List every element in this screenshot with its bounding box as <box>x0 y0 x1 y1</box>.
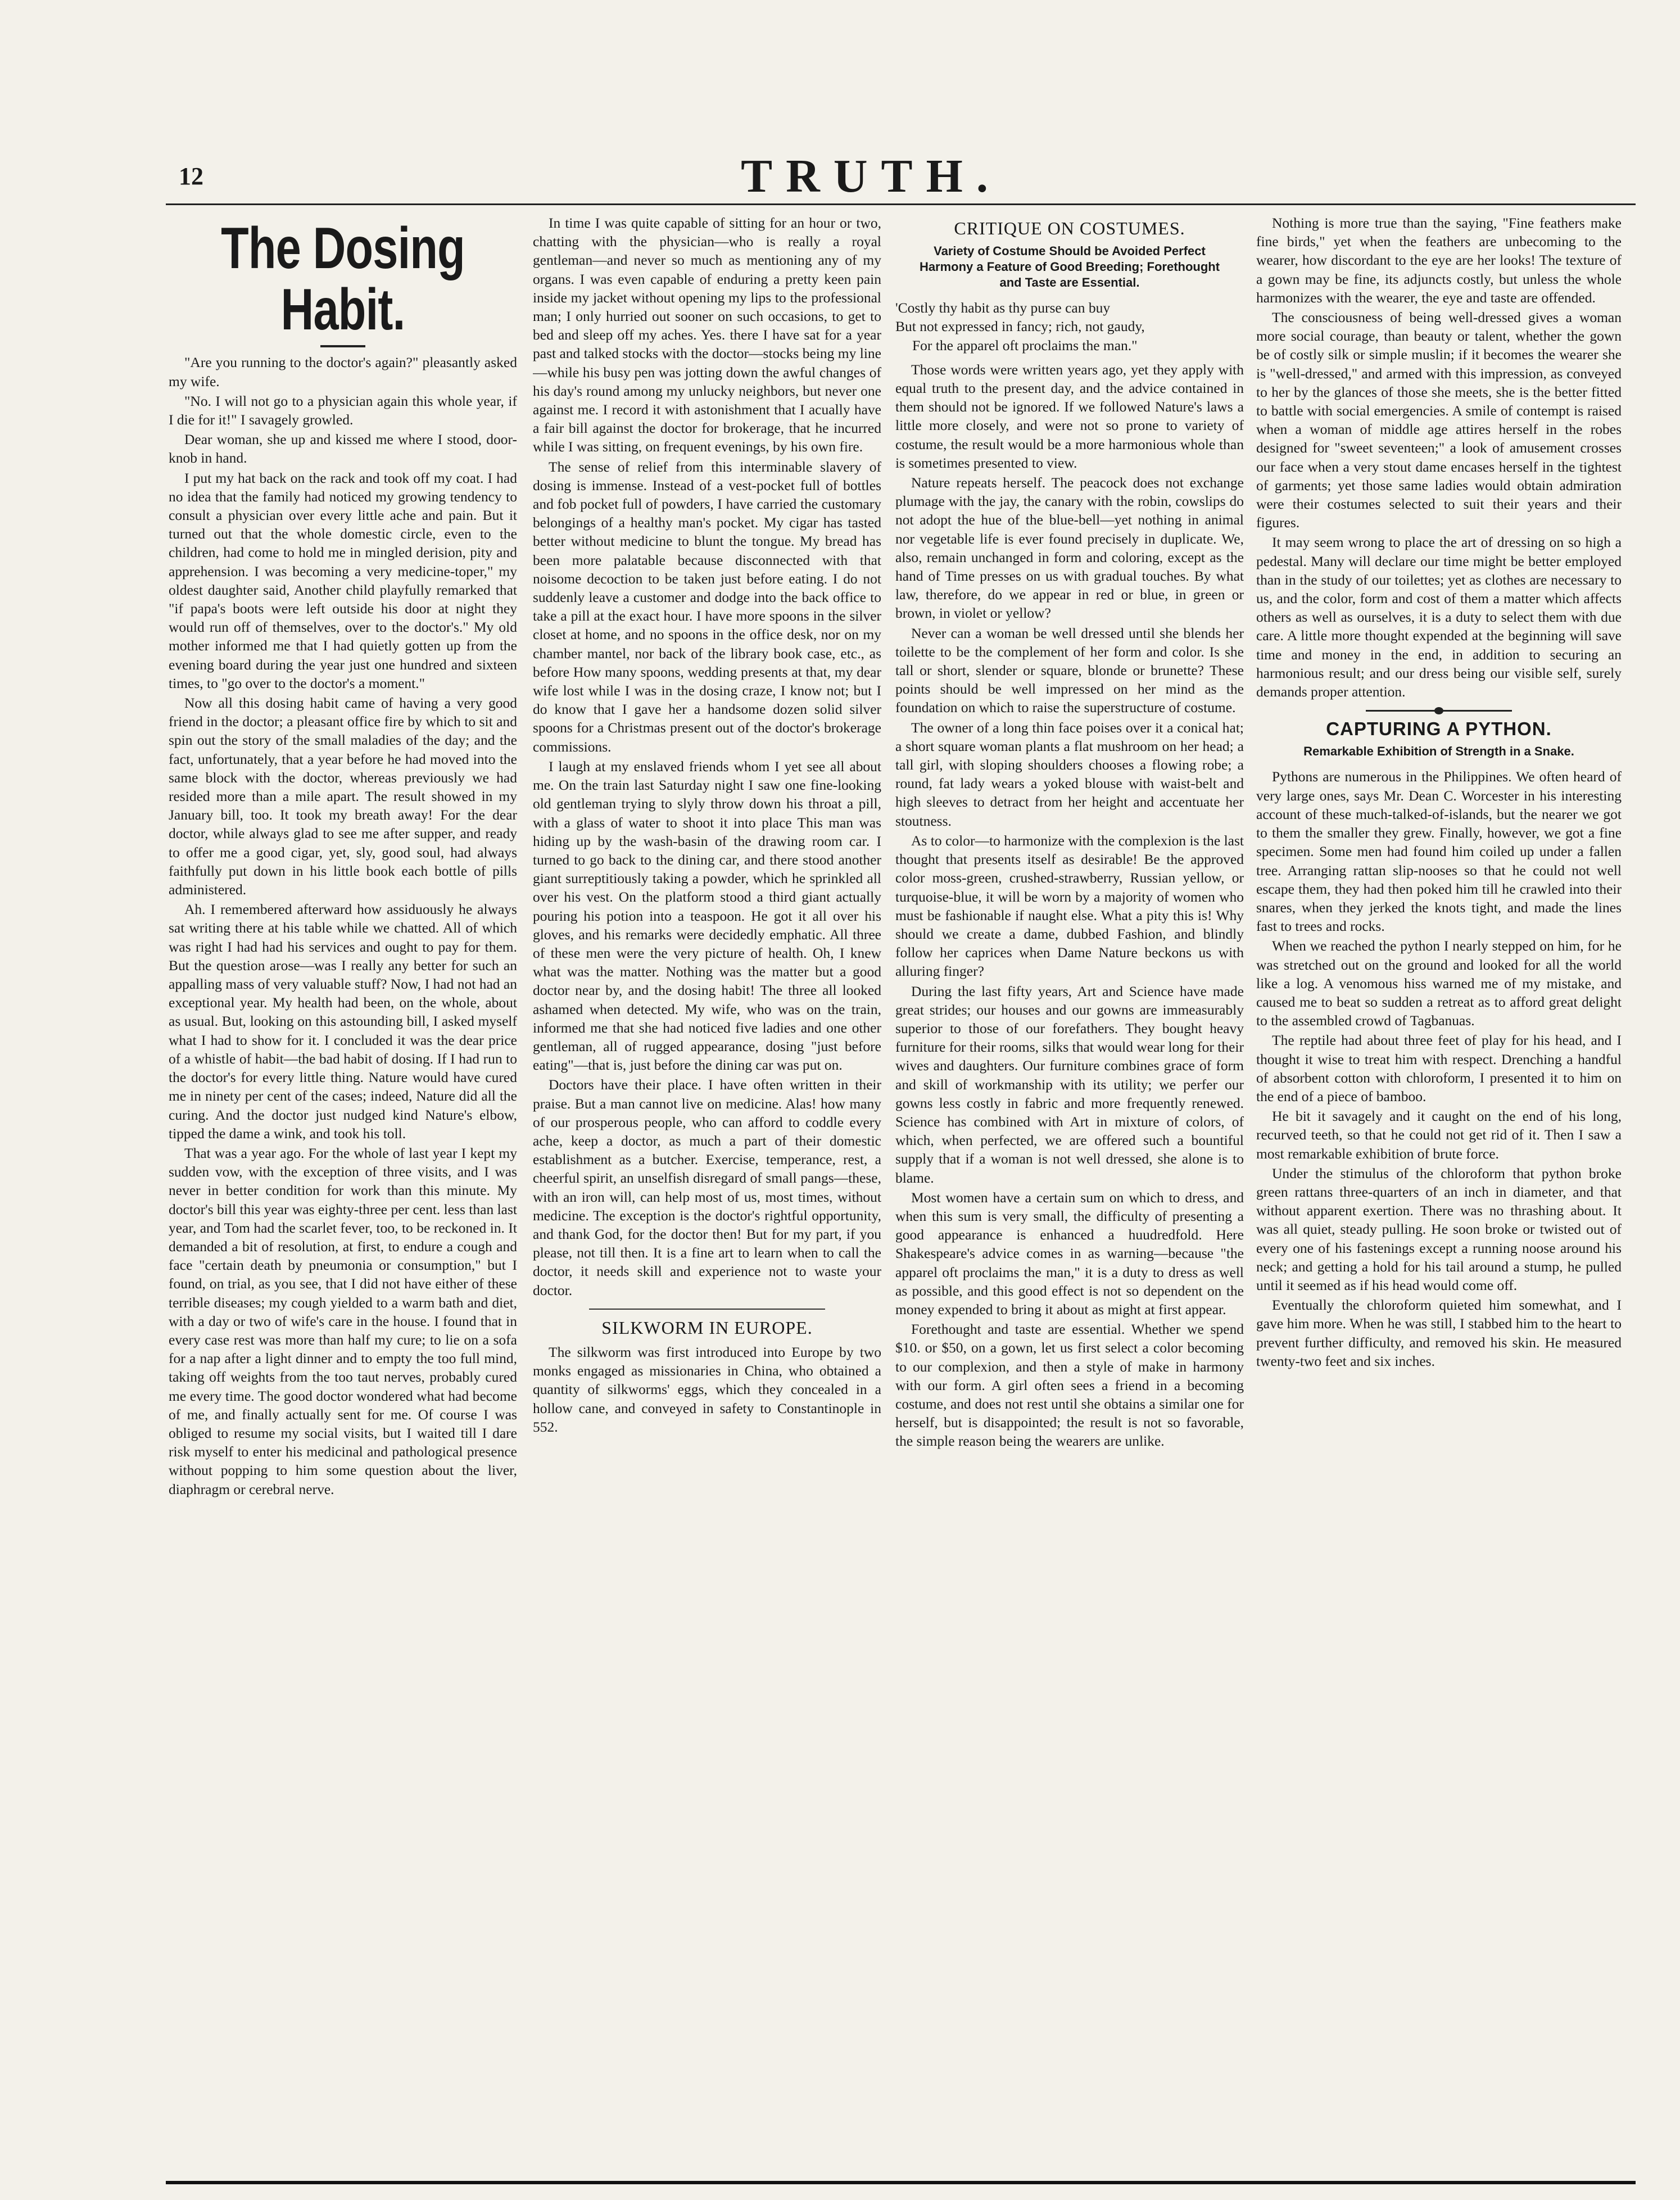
verse-line: For the apparel oft proclaims the man." <box>912 337 1138 354</box>
dosing-paragraph: In time I was quite capable of sitting for an hour or two, chatting with the physician—who is really a royal gentleman—and never so much as mentioning any of my organs. I was even capable of enduring a pretty keen pain inside my jacket without opening my lips to the professional man; I only hurried out sooner on such occasions, to get to bed and sleep off my aches. Yes. there I have sat for a year past and talked stocks with the doctor—stocks being my line—while his busy pen was jotting down the awful changes of his day's round among my unlucky neighbors, but never one against me. I record it with astonishment that I acually have a fair bill against the doctor for brokerage, that he incurred while I was sitting, on frequent evenings, by his own fire. <box>533 215 881 455</box>
critique-paragraph: Those words were written years ago, yet they apply with equal truth to the present day, and the advice contained in them should not be ignored. If we followed Nature's laws a little more closely, and were not so prone to variety of costume, the result would be a more harmonious whole than is sometimes presented to view. <box>895 361 1244 471</box>
critique-paragraph: Nature repeats herself. The peacock does not exchange plumage with the jay, the canary with the robin, cowslips do not adopt the hue of the blue-bell—yet nothing in animal nor vegetable life is ever found precisely in duplicate. We, also, remain unchanged in form and coloring, except as the hand of Time presses on us with gradual touches. By what law, therefore, do we appear in red or blue, in green or brown, in violet or yellow? <box>895 474 1244 622</box>
critique-verse <box>895 298 1244 355</box>
verse-line: 'Costly thy habit as thy purse can buy <box>895 300 1111 316</box>
column-2 <box>533 214 881 2021</box>
python-title: CAPTURING A PYTHON. <box>1326 718 1552 740</box>
python-paragraph: When we reached the python I nearly stepped on him, for he was stretched out on the ground and looked for all the world like a log. A venomous hiss warned me of my mistake, and caused me to beat so sudden a retreat as to afford great delight to the assembled crowd of Tagbanuas. <box>1256 938 1622 1029</box>
critique-deck: Variety of Costume Should be Avoided Perfect Harmony a Feature of Good Breeding; Forethought and Taste are Essential. <box>919 244 1220 290</box>
dosing-paragraph: The sense of relief from this interminable slavery of dosing is immense. Instead of a vest-pocket full of bottles and fob pocket full of powders, I have carried the customary belongings of a healthy man's pocket. My cigar has tasted better without medicine to blunt the tongue. My bread has been more palatable because disconnected with that noisome decoction to be taken just before eating. I do not suddenly leave a customer and dodge into the back office to take a pill at the exact hour. I have more spoons in the silver closet at home, and no spoons in the office desk, nor on my chamber mantel, nor back of the library book case, etc., as before How many spoons, wedding presents at that, my dear wife lost while I was in the dosing craze, I know not; but I do know that I gave her a handsome dozen solid silver spoons for a Christmas present out of the doctor's brokerage commissions. <box>533 458 881 755</box>
dosing-paragraph: "No. I will not go to a physician again this whole year, if I die for it!" I savagely growled. <box>169 392 517 428</box>
silkworm-title: SILKWORM IN EUROPE. <box>601 1317 813 1338</box>
critique-paragraph: The consciousness of being well-dressed gives a woman more social courage, than beauty or talent, whether the gown be of costly silk or simple muslin; if it becomes the wearer she is "well-dressed," and armed with this impression, as conveyed to her by the glances of those she meets, she is the better fitted to battle with social emergencies. A smile of contempt is raised when a woman of middle age attires herself in the robes designed for "sweet seventeen;" a look of amusement crosses our face when a very stout dame encases herself in the tightest of garments; yet those same ladies would obtain admiration were their costumes selected to suit their years and their figures. <box>1256 309 1622 531</box>
python-paragraph: The reptile had about three feet of play for his head, and I thought it wise to treat him with respect. Drenching a handful of absorbent cotton with chloroform, I presented it to him on the end of a piece of bamboo. <box>1256 1032 1622 1104</box>
column-4 <box>1256 214 1622 2021</box>
dosing-paragraph: Ah. I remembered afterward how assiduously he always sat writing there at his table while we chatted. All of which was right I had had his services and ought to pay for them. But the question arose—was I really any better for such an appalling mass of very valuable stuff? Now, I had not had an exceptional year. My health had been, on the whole, about as usual. But, looking on this astounding bill, I asked myself what I had to show for it. I concluded it was the dear price of a whistle of habit—the bad habit of dosing. If I had run to the doctor's for every little thing. Nature would have cured me in ninety per cent of the cases; indeed, Nature did all the curing. And the doctor just nudged kind Nature's elbow, tipped the dame a wink, and took his toll. <box>169 901 517 1142</box>
silkworm-paragraph: The silkworm was first introduced into Europe by two monks engaged as missionaries in China, who obtained a quantity of silkworms' eggs, which they concealed in a hollow cane, and conveyed in safety to Constantinople in 552. <box>533 1343 881 1435</box>
critique-paragraph: The owner of a long thin face poises over it a conical hat; a short square woman plants a flat mushroom on her head; a tall girl, with sloping shoulders chooses a flowing robe; a round, fat lady wears a yoked blouse with waist-belt and high sleeves to detract from her height and accentuate her stoutness. <box>895 719 1244 829</box>
title-dash <box>320 345 365 347</box>
python-paragraph: Pythons are numerous in the Philippines. We often heard of very large ones, says Mr. Dean C. Worcester in his interesting account of these much-talked-of-islands, but the nearer we got to them the smaller they grew. Finally, however, we got a fine specimen. Some men had found him coiled up under a fallen tree. Arranging rattan slip-nooses so that he could not well escape them, they had then poked him till he crawled into their snares, when they jerked the knots tight, and made the lines fast to trees and rocks. <box>1256 768 1622 935</box>
dosing-paragraph: I put my hat back on the rack and took off my coat. I had no idea that the family had noticed my growing tendency to consult a physician over every little ache and pain. But it turned out that the whole domestic circle, even to the children, had come to hold me in mingled derision, pity and apprehension. I was becoming a very medicine-toper," my oldest daughter said, Another child playfully remarked that "if papa's boots were left outside his door at night they would run off of themselves, over to the doctor's." My old mother informed me that I had quietly gotten up from the evening board during the year just one hundred and sixteen times, to "go over to the doctor's a moment." <box>169 469 517 691</box>
critique-paragraph: It may seem wrong to place the art of dressing on so high a pedestal. Many will declare our time might be better employed than in the study of our toilettes; yet as clothes are necessary to us, and the color, form and cost of them a matter which affects others as well as ourselves, it is a duty to select them with due care. A little more thought expended at the beginning will save time and money in the end, in addition to securing an harmonious result; and our dress being our visible self, surely demands proper attention. <box>1256 534 1622 700</box>
footer-rule <box>166 2181 1636 2184</box>
python-paragraph: Eventually the chloroform quieted him somewhat, and I gave him more. When he was still, I stabbed him to the heart to prevent further difficulty, and removed his skin. He measured twenty-two feet and six inches. <box>1256 1297 1622 1369</box>
python-deck: Remarkable Exhibition of Strength in a Snake. <box>1303 744 1574 759</box>
page-number: 12 <box>179 162 203 190</box>
dosing-paragraph: "Are you running to the doctor's again?" pleasantly asked my wife. <box>169 354 517 390</box>
dosing-paragraph: Now all this dosing habit came of having a very good friend in the doctor; a pleasant office fire by which to sit and spin out the story of the small maladies of the day; and the fact, unfortunately, that a year before he had moved into the same block with the doctor, whereas previously we had resided more than a mile apart. The result showed in my January bill, too. It took my breath away! For the dear doctor, while always glad to see me after supper, and ready to offer me a good cigar, yet, sly, good soul, had always faithfully put down in his little book each bottle of pills administered. <box>169 695 517 898</box>
critique-paragraph: Forethought and taste are essential. Whether we spend $10. or $50, on a gown, let us first select a color becoming to our complexion, and then a style of make in harmony with our form. A girl often sees a friend in a becoming costume, and does not rest until she obtains a similar one for herself, but is disappointed; the result is not so favorable, the simple reason being the wearers are unlike. <box>895 1321 1244 1450</box>
ornament-separator <box>1366 710 1512 712</box>
python-paragraph: Under the stimulus of the chloroform that python broke green rattans three-quarters of an inch in diameter, and that without apparent exertion. There was no thrashing about. It was all quiet, steady pulling. He soon broke or twisted out of every one of his fastenings except a running noose around his neck; and getting a hold for his tail around a stump, he pulled until it seemed as if his head would come off. <box>1256 1165 1622 1293</box>
dosing-paragraph: That was a year ago. For the whole of last year I kept my sudden vow, with the exception of three visits, and I was never in better condition for work than this minute. My doctor's bill this year was eighty-three per cent. less than last year, and Tom had the scarlet fever, too, to be reckoned in. It demanded a bit of resolution, at first, to endure a cough and face "certain death by pneumonia or consumption," but I found, on trial, as you see, that I did not have either of these terrible diseases; my cough yielded to a warm bath and diet, with a day or two of wife's care in the house. I found that in every case rest was more than half my cure; to lie on a sofa for a nap after a light dinner and to empty the too full mind, taking off weights from the too taut nerves, probably cured me every time. The good doctor wondered what had become of me, and finally actually sent for me. Of course I was obliged to resume my social visits, but I waited till I dare risk myself to enter his medicinal and pathological presence without popping to him some question about the liver, diaphragm or cerebral nerve. <box>169 1144 517 1497</box>
dosing-habit-title: The Dosing Habit. <box>221 216 465 343</box>
critique-paragraph: During the last fifty years, Art and Science have made great strides; our houses and our gowns are immeasurably superior to those of our forefathers. They bought heavy furniture for their rooms, silks that would wear long for their wives and daughters. Our furniture combines grace of form and skill of workmanship with its utility; we perfer our gowns less costly in fabric and more frequently renewed. Science has combined with Art in mixture of colors, of which, when perfected, we are offered such a bountiful supply that if a woman is not well dressed, she alone is to blame. <box>895 983 1244 1186</box>
dosing-paragraph: I laugh at my enslaved friends whom I yet see all about me. On the train last Saturday night I saw one fine-looking old gentleman trying to slyly throw down his throat a pill, with a glass of water to shoot it into place This man was hiding up by the wash-basin of the drawing room car. I turned to go back to the dining car, and there stood another giant surreptitiously taking a powder, which he sprinkled all over his vest. On the platform stood a third giant actually pouring his potion into a teaspoon. He got it all over his gloves, and his remarks were decidedly emphatic. All three of these men were the very picture of health. Oh, I knew what was the matter. Nothing was the matter but a good doctor near by, and the dosing habit! The three all looked ashamed when detected. My wife, who was on the train, informed me that she had noticed five ladies and one other gentleman, all of rugged appearance, dosing "just before eating"—that is, just before the dining car was put on. <box>533 758 881 1074</box>
column-3 <box>895 214 1244 2021</box>
masthead: TRUTH. <box>741 150 1002 202</box>
critique-paragraph: Nothing is more true than the saying, "Fine feathers make fine birds," yet when the feathers are unbecoming to the wearer, how discordant to the eye are her looks! The texture of a gown may be fine, its adjuncts costly, but unless the whole harmonizes with the wearer, the eye and taste are offended. <box>1256 215 1622 306</box>
critique-title: CRITIQUE ON COSTUMES. <box>954 218 1185 238</box>
article-rule <box>589 1309 825 1310</box>
critique-paragraph: Never can a woman be well dressed until she blends her toilette to be the complement of her form and color. Is she tall or short, slender or square, blonde or brunette? These points should be well impressed on her mind as the foundation on which to raise the superstructure of costume. <box>895 624 1244 716</box>
header-rule <box>166 203 1636 205</box>
python-paragraph: He bit it savagely and it caught on the end of his long, recurved teeth, so that he could not get rid of it. Then I saw a most remarkable exhibition of brute force. <box>1256 1108 1622 1162</box>
column-1 <box>169 214 517 2021</box>
critique-paragraph: Most women have a certain sum on which to dress, and when this sum is very small, the difficulty of presenting a good appearance is enhanced a huudredfold. Here Shakespeare's advice comes in as warning—because "the apparel oft proclaims the man," it is a duty to dress as well as possible, and this good effect is not so dependent on the money expended to bring it about as might at first appear. <box>895 1189 1244 1318</box>
critique-paragraph: As to color—to harmonize with the complexion is the last thought that presents itself as desirable! Be the approved color moss-green, crushed-strawberry, Russian yellow, or turquoise-blue, it will be worn by a majority of women who must be fashionable if naught else. What a pity this is! Why should we create a dame, dubbed Fashion, and blindly follow her caprices when Dame Nature beckons us with alluring finger? <box>895 832 1244 980</box>
dosing-paragraph: Dear woman, she up and kissed me where I stood, door-knob in hand. <box>169 431 517 467</box>
dosing-paragraph: Doctors have their place. I have often written in their praise. But a man cannot live on medicine. Alas! how many of our prosperous people, who can afford to coddle every ache, keep a doctor, as much a part of their domestic establishment as a butcher. Exercise, temperance, rest, a cheerful spirit, an unselfish disregard of small pangs—these, with an iron will, can help most of us, most times, without medicine. The exception is the doctor's rightful opportunity, and thank God, for the doctor then! But for my part, if you please, not till then. It is a fine art to learn when to call the doctor, it needs skill and experience not to waste your doctor. <box>533 1076 881 1298</box>
verse-line: But not expressed in fancy; rich, not gaudy, <box>895 318 1145 335</box>
